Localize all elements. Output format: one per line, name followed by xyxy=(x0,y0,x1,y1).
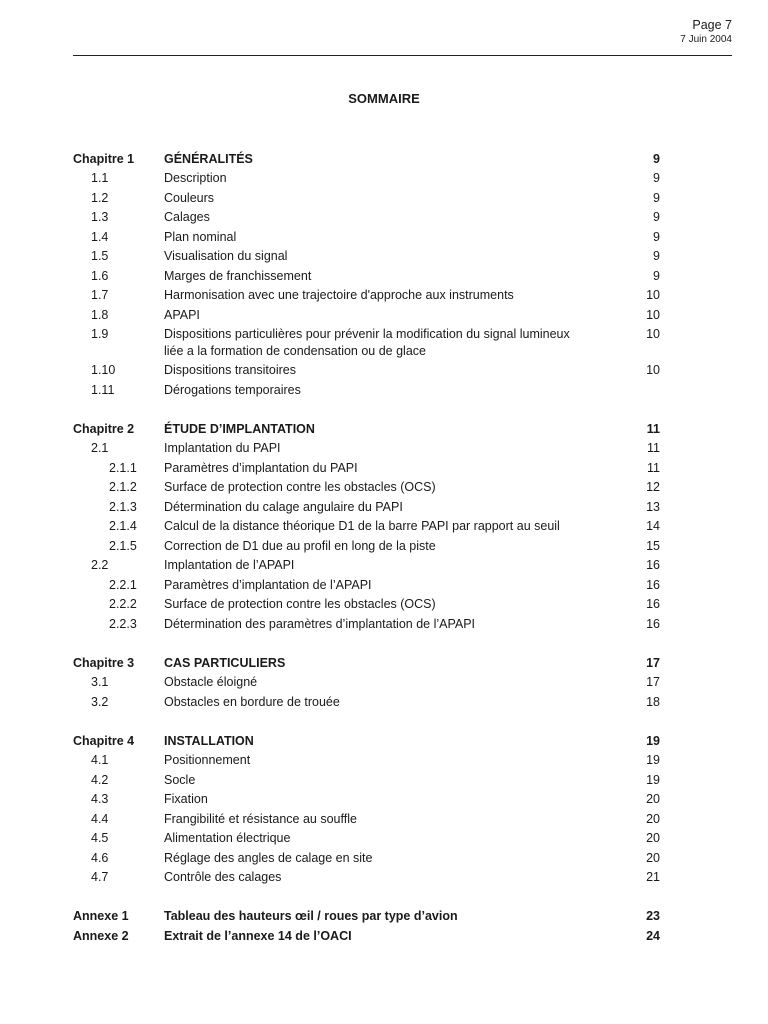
toc-section-heading xyxy=(73,926,660,946)
toc-page-number: 10 xyxy=(646,327,660,341)
toc-title: Description xyxy=(164,171,227,185)
toc-entry xyxy=(73,380,660,400)
toc-page-number: 18 xyxy=(646,694,660,709)
toc-number: 1.7 xyxy=(91,288,109,302)
toc-page-number: 13 xyxy=(646,499,660,514)
toc-title: CAS PARTICULIERS xyxy=(164,655,286,670)
toc-entry xyxy=(73,208,660,228)
document-date: 7 Juin 2004 xyxy=(680,34,732,45)
toc-title: Fixation xyxy=(164,792,208,806)
toc-entry xyxy=(73,829,660,849)
toc-number: 2.1.3 xyxy=(109,499,137,514)
toc-title: Implantation du PAPI xyxy=(164,441,281,455)
toc-number: 4.7 xyxy=(91,870,109,884)
toc-page-number: 17 xyxy=(646,655,660,670)
toc-title: INSTALLATION xyxy=(164,733,254,748)
toc-number: 2.1.1 xyxy=(109,460,137,475)
toc-entry xyxy=(73,556,660,576)
toc-number: 1.2 xyxy=(91,190,109,205)
toc-entry xyxy=(73,770,660,790)
toc-number: 2.1.5 xyxy=(109,538,137,553)
toc-page-number: 16 xyxy=(646,577,660,592)
toc-title: Paramètres d’implantation de l’APAPI xyxy=(164,577,372,592)
toc-section-heading xyxy=(73,731,660,751)
toc-number: 2.1.4 xyxy=(109,519,137,533)
toc-entry xyxy=(73,497,660,517)
toc-title: Détermination des paramètres d’implantation de l’APAPI xyxy=(164,616,476,631)
toc-number: Chapitre 1 xyxy=(73,151,135,166)
toc-page-number: 24 xyxy=(646,928,660,943)
toc-page-number: 9 xyxy=(653,210,660,224)
toc-page-number: 15 xyxy=(646,538,660,553)
toc-entry xyxy=(73,266,660,286)
toc-page-number: 23 xyxy=(646,909,660,923)
toc-page-number: 20 xyxy=(646,811,660,826)
toc-number: 2.1 xyxy=(91,441,109,455)
toc-entry xyxy=(73,614,660,634)
toc-entry xyxy=(73,439,660,459)
toc-number: Annexe 1 xyxy=(73,909,129,923)
toc-title: Extrait de l’annexe 14 de l’OACI xyxy=(164,928,352,943)
toc-number: 2.1.2 xyxy=(109,480,137,494)
toc-number: 4.3 xyxy=(91,792,109,806)
toc-page-number: 20 xyxy=(646,792,660,806)
toc-page-number: 9 xyxy=(653,268,660,283)
toc-page-number: 11 xyxy=(646,421,660,436)
toc-title: Calages xyxy=(164,210,210,224)
toc-number: Chapitre 2 xyxy=(73,421,135,436)
toc-title: Correction de D1 due au profil en long de la piste xyxy=(164,538,436,553)
toc-page-number: 19 xyxy=(646,772,660,787)
toc-title: Dispositions particulières pour prévenir la modification du signal lumineux liée a la formation de condensation ou de glace xyxy=(164,327,570,358)
toc-entry xyxy=(73,361,660,381)
table-of-contents xyxy=(73,149,660,946)
toc-entry xyxy=(73,188,660,208)
toc-title: GÉNÉRALITÉS xyxy=(164,151,253,166)
toc-title: Couleurs xyxy=(164,190,215,205)
toc-number: 4.1 xyxy=(91,753,109,767)
toc-number: Chapitre 4 xyxy=(73,733,135,748)
toc-section-heading xyxy=(73,653,660,673)
toc-page-number: 21 xyxy=(646,870,660,884)
toc-number: 1.5 xyxy=(91,249,109,263)
toc-entry xyxy=(73,848,660,868)
toc-page-number: 11 xyxy=(647,460,660,475)
toc-page-number: 12 xyxy=(646,480,660,494)
toc-page-number: 9 xyxy=(653,229,660,244)
toc-entry xyxy=(73,536,660,556)
toc-page-number: 20 xyxy=(646,831,660,845)
toc-page-number: 14 xyxy=(646,519,660,533)
toc-entry xyxy=(73,517,660,537)
toc-title: APAPI xyxy=(164,307,200,322)
toc-page-number: 17 xyxy=(646,675,660,689)
toc-title: Réglage des angles de calage en site xyxy=(164,850,373,865)
toc-section-heading xyxy=(73,419,660,439)
toc-number: 4.2 xyxy=(91,772,109,787)
toc-number: 3.2 xyxy=(91,694,109,709)
toc-page-number: 16 xyxy=(646,558,660,572)
toc-entry xyxy=(73,809,660,829)
toc-title: Socle xyxy=(164,772,196,787)
toc-number: 1.8 xyxy=(91,307,109,322)
toc-entry xyxy=(73,790,660,810)
toc-page-number: 9 xyxy=(653,249,660,263)
page-number: Page 7 xyxy=(692,18,732,32)
toc-number: 4.4 xyxy=(91,811,109,826)
toc-number: 4.5 xyxy=(91,831,109,845)
toc-title: Détermination du calage angulaire du PAPI xyxy=(164,499,403,514)
toc-number: 1.11 xyxy=(91,382,115,397)
toc-entry xyxy=(73,595,660,615)
toc-entry xyxy=(73,305,660,325)
toc-title: Paramètres d’implantation du PAPI xyxy=(164,460,358,475)
toc-title: Surface de protection contre les obstacles (OCS) xyxy=(164,480,436,494)
toc-number: Chapitre 3 xyxy=(73,655,135,670)
toc-number: 1.9 xyxy=(91,327,109,341)
toc-number: 2.2 xyxy=(91,558,109,572)
header-divider xyxy=(73,55,732,56)
toc-entry xyxy=(73,458,660,478)
toc-title: Obstacle éloigné xyxy=(164,675,258,689)
toc-title: Visualisation du signal xyxy=(164,249,288,263)
toc-title: Alimentation électrique xyxy=(164,831,291,845)
toc-title: Implantation de l’APAPI xyxy=(164,558,295,572)
toc-page-number: 9 xyxy=(653,190,660,205)
toc-title: Calcul de la distance théorique D1 de la barre PAPI par rapport au seuil xyxy=(164,519,560,533)
toc-entry xyxy=(73,325,660,361)
toc-number: 2.2.2 xyxy=(109,597,137,611)
toc-title: Dispositions transitoires xyxy=(164,363,296,377)
toc-number: 1.10 xyxy=(91,363,116,377)
toc-entry xyxy=(73,286,660,306)
toc-title: Positionnement xyxy=(164,753,251,767)
toc-entry xyxy=(73,227,660,247)
toc-page-number: 20 xyxy=(646,850,660,865)
toc-number: 1.6 xyxy=(91,268,109,283)
toc-title: Plan nominal xyxy=(164,229,237,244)
toc-number: 1.3 xyxy=(91,210,109,224)
toc-title: ÉTUDE D’IMPLANTATION xyxy=(164,421,315,436)
toc-title: Marges de franchissement xyxy=(164,268,312,283)
toc-page-number: 10 xyxy=(646,288,660,302)
toc-page-number: 10 xyxy=(646,363,660,377)
toc-page-number: 19 xyxy=(646,753,660,767)
toc-section-heading xyxy=(73,149,660,169)
toc-title: Tableau des hauteurs œil / roues par type d’avion xyxy=(164,909,458,923)
toc-title: Harmonisation avec une trajectoire d'approche aux instruments xyxy=(164,288,514,302)
toc-title: Contrôle des calages xyxy=(164,870,282,884)
toc-entry xyxy=(73,868,660,888)
toc-entry xyxy=(73,751,660,771)
toc-section-heading xyxy=(73,907,660,927)
toc-number: 3.1 xyxy=(91,675,109,689)
toc-title: Frangibilité et résistance au souffle xyxy=(164,811,357,826)
toc-page-number: 16 xyxy=(646,616,660,631)
page-header xyxy=(680,17,732,47)
toc-title: Obstacles en bordure de trouée xyxy=(164,694,340,709)
toc-entry xyxy=(73,673,660,693)
toc-number: 1.1 xyxy=(91,171,109,185)
toc-entry xyxy=(73,575,660,595)
page-title: SOMMAIRE xyxy=(348,91,420,106)
toc-page-number: 16 xyxy=(646,597,660,611)
toc-page-number: 9 xyxy=(653,151,660,166)
toc-page-number: 10 xyxy=(646,307,660,322)
toc-title: Dérogations temporaires xyxy=(164,382,301,397)
toc-number: 2.2.1 xyxy=(109,577,137,592)
toc-entry xyxy=(73,169,660,189)
toc-number: 4.6 xyxy=(91,850,109,865)
toc-number: 1.4 xyxy=(91,229,109,244)
toc-number: Annexe 2 xyxy=(73,928,129,943)
toc-title: Surface de protection contre les obstacles (OCS) xyxy=(164,597,436,611)
toc-entry xyxy=(73,247,660,267)
toc-entry xyxy=(73,692,660,712)
toc-number: 2.2.3 xyxy=(109,616,137,631)
toc-page-number: 9 xyxy=(653,171,660,185)
toc-entry xyxy=(73,478,660,498)
toc-page-number: 19 xyxy=(646,733,660,748)
toc-page-number: 11 xyxy=(647,441,660,455)
